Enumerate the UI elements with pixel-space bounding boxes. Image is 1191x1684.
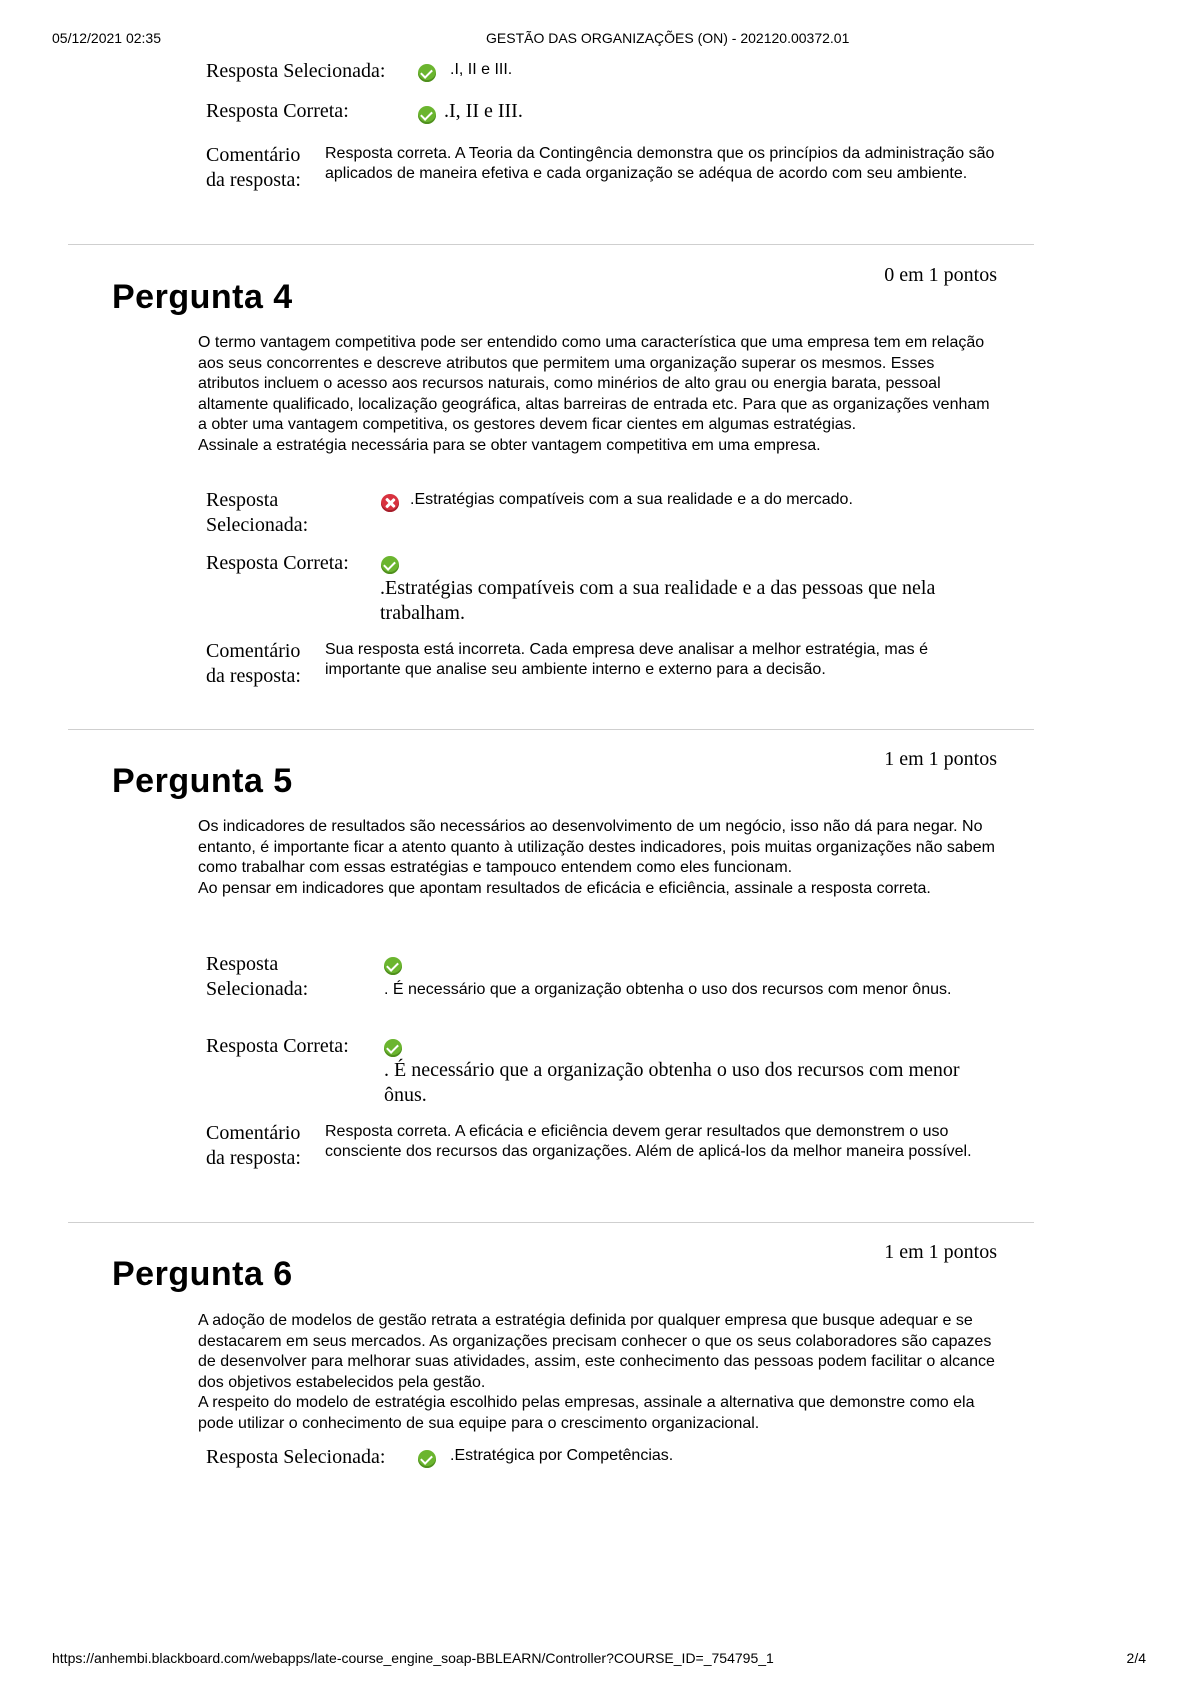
q5-question-text: Os indicadores de resultados são necessários ao desenvolvimento de um negócio, isso não dá para negar. No entanto, é importante ficar a atento quanto à utilização destes indicadores, pois muitas organizações não sabem como trabalhar com essas estratégias e tampouco entendem como eles funcionam. Ao pensar em indicadores que apontam resultados de eficácia e eficiência, assinale a resposta correta. xyxy=(198,818,995,897)
divider xyxy=(68,244,1034,245)
q6-selected-label: Resposta Selecionada: xyxy=(206,1446,386,1468)
q3-selected-label: Resposta Selecionada: xyxy=(206,60,386,82)
q5-selected-label: Resposta Selecionada: xyxy=(206,953,309,1000)
q4-correct-label: Resposta Correta: xyxy=(206,552,349,574)
q4-question-text: O termo vantagem competitiva pode ser entendido como uma característica que uma empresa tem em relação aos seus concorrentes e descreve atributos que permitem uma organização superar os mesmos. Esses atributos incluem o acesso aos recursos naturais, como minérios de alto grau ou energia barata, pessoal altamente qualificado, localização geográfica, altas barreiras de entrada etc. Para que as organizações venham a obter uma vantagem competitiva, os gestores devem ficar cientes em algumas estratégias. Assinale a estratégia necessária para se obter vantagem competitiva em uma empresa. xyxy=(198,334,990,454)
q6-selected-answer: .Estratégica por Competências. xyxy=(450,1447,674,1464)
q5-comment: Resposta correta. A eficácia e eficiência devem gerar resultados que demonstrem o uso consciente dos recursos das organizações. Além de aplicá-los da melhor maneira possível. xyxy=(325,1123,972,1160)
q4-correct-answer: .Estratégias compatíveis com a sua realidade e a das pessoas que nela trabalham. xyxy=(380,577,936,624)
q6-points: 1 em 1 pontos xyxy=(884,1241,997,1263)
q5-correct-answer: . É necessário que a organização obtenha o uso dos recursos com menor ônus. xyxy=(384,1059,960,1106)
q4-comment-label: Comentário da resposta: xyxy=(206,640,301,687)
check-circle-icon xyxy=(384,1039,402,1057)
check-circle-icon xyxy=(384,957,402,975)
q4-comment: Sua resposta está incorreta. Cada empresa deve analisar a melhor estratégia, mas é importante que analise seu ambiente interno e externo para a decisão. xyxy=(325,641,928,678)
q5-correct-label: Resposta Correta: xyxy=(206,1035,349,1057)
page-number: 2/4 xyxy=(1126,1650,1146,1666)
print-datetime: 05/12/2021 02:35 xyxy=(52,30,161,46)
q3-selected-answer: .I, II e III. xyxy=(450,61,513,78)
print-title: GESTÃO DAS ORGANIZAÇÕES (ON) - 202120.00372.01 xyxy=(486,30,850,46)
check-circle-icon xyxy=(418,64,436,82)
q3-correct-label: Resposta Correta: xyxy=(206,100,349,122)
q5-comment-label: Comentário da resposta: xyxy=(206,1122,301,1169)
q6-title: Pergunta 6 xyxy=(112,1255,293,1293)
x-circle-icon xyxy=(381,494,399,512)
q5-title: Pergunta 5 xyxy=(112,762,293,800)
check-circle-icon xyxy=(381,556,399,574)
q4-selected-label: Resposta Selecionada: xyxy=(206,489,309,536)
q3-comment-label: Comentário da resposta: xyxy=(206,144,301,191)
q3-comment: Resposta correta. A Teoria da Contingência demonstra que os princípios da administração são aplicados de maneira efetiva e cada organização se adéqua de acordo com seu ambiente. xyxy=(325,145,995,182)
q3-correct-answer: .I, II e III. xyxy=(444,100,523,122)
q4-selected-answer: .Estratégias compatíveis com a sua realidade e a do mercado. xyxy=(410,491,853,508)
q6-question-text: A adoção de modelos de gestão retrata a estratégia definida por qualquer empresa que busque adequar e se destacarem em seus mercados. As organizações precisam conhecer o que os seus colaboradores são capazes de desenvolver para melhorar suas atividades, assim, este conhecimento das pessoas podem facilitar o alcance dos objetivos estabelecidos pela gestão. A respeito do modelo de estratégia escolhido pelas empresas, assinale a alternativa que demonstre como ela pode utilizar o conhecimento de sua equipe para o crescimento organizacional. xyxy=(198,1312,995,1432)
divider xyxy=(68,1222,1034,1223)
print-url: https://anhembi.blackboard.com/webapps/late-course_engine_soap-BBLEARN/Controller?COURSE_ID=_754795_1 xyxy=(52,1650,774,1666)
check-circle-icon xyxy=(418,1450,436,1468)
check-circle-icon xyxy=(418,106,436,124)
q4-title: Pergunta 4 xyxy=(112,278,293,316)
q5-points: 1 em 1 pontos xyxy=(884,748,997,770)
q5-selected-answer: . É necessário que a organização obtenha o uso dos recursos com menor ônus. xyxy=(384,981,952,998)
q4-points: 0 em 1 pontos xyxy=(884,264,997,286)
divider xyxy=(68,729,1034,730)
